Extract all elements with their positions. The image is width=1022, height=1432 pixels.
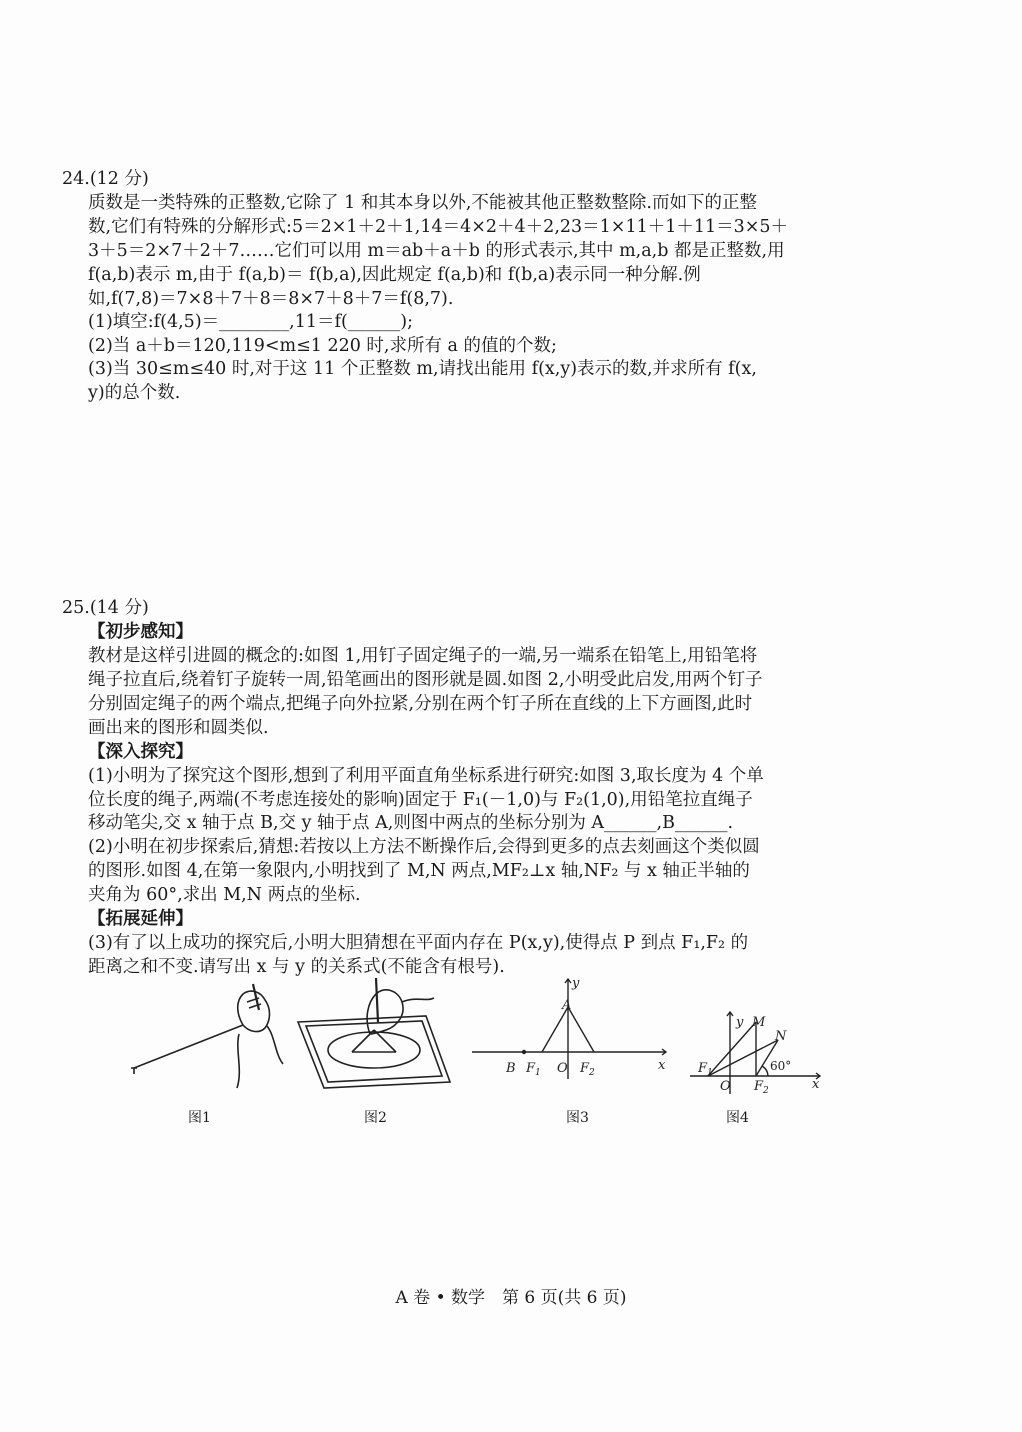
point-m-label: M <box>752 1015 766 1030</box>
q25-line: 位长度的绳子,两端(不考虑连接处的影响)固定于 F₁(－1,0)与 F₂(1,0),用铅笔拉直绳子 <box>88 790 753 810</box>
q24-line: 如,f(7,8)＝7×8＋7＋8＝8×7＋8＋7＝f(8,7). <box>88 289 454 309</box>
section-heading: 【深入探究】 <box>88 742 193 762</box>
q24-part1: (1)填空:f(4,5)＝________,11＝f(______); <box>88 312 414 332</box>
figure-1-caption: 图1 <box>188 1110 211 1126</box>
q25-line: (3)有了以上成功的探究后,小明大胆猜想在平面内存在 P(x,y),使得点 P 到点 F₁,F₂ 的 <box>88 933 749 953</box>
q24-part3: (3)当 30≤m≤40 时,对于这 11 个正整数 m,请找出能用 f(x,y)表示的数,并求所有 f(x, <box>88 359 757 379</box>
figure-2-caption: 图2 <box>364 1110 387 1126</box>
q25-line: 距离之和不变.请写出 x 与 y 的关系式(不能含有根号). <box>88 957 505 977</box>
point-f2-subscript: 2 <box>763 1086 769 1095</box>
q25-line: 的图形.如图 4,在第一象限内,小明找到了 M,N 两点,MF₂⊥x 轴,NF₂ 与 x 轴正半轴的 <box>88 861 750 881</box>
q25-line: (1)小明为了探究这个图形,想到了利用平面直角坐标系进行研究:如图 3,取长度为 4 个单 <box>88 766 764 786</box>
point-f2-label: F <box>754 1079 764 1094</box>
page-footer: A 卷 • 数学 第 6 页(共 6 页) <box>395 1288 627 1308</box>
point-b-label: B <box>506 1061 516 1076</box>
x-axis-label: x <box>658 1058 666 1073</box>
string-segment <box>568 1007 594 1052</box>
q24-line: 3＋5＝2×7＋2＋7……它们可以用 m＝ab＋a＋b 的形式表示,其中 m,a,b 都是正整数,用 <box>88 241 785 261</box>
string-segment <box>542 1007 568 1052</box>
q25-line: (2)小明在初步探索后,猜想:若按以上方法不断操作后,会得到更多的点去刻画这个类似圆 <box>88 837 760 857</box>
section-heading: 【拓展延伸】 <box>88 909 193 929</box>
origin-label: O <box>557 1061 568 1076</box>
y-axis-label: y <box>736 1015 744 1030</box>
point-f1-subscript: 1 <box>535 1068 541 1078</box>
x-axis-label: x <box>812 1077 820 1092</box>
q25-line: 移动笔尖,交 x 轴于点 B,交 y 轴于点 A,则图中两点的坐标分别为 A______,B______. <box>88 813 734 833</box>
angle-arc <box>762 1066 768 1076</box>
q24-line: 数,它们有特殊的分解形式:5＝2×1＋2＋1,14＝4×2＋4＋2,23＝1×11＋1＋11＝3×5＋ <box>88 217 789 237</box>
point-a-label: A <box>562 998 572 1013</box>
figure-1-drawing <box>125 980 305 1090</box>
figure-3-diagram <box>470 975 670 1080</box>
section-heading: 【初步感知】 <box>88 622 193 642</box>
q25-line: 分别固定绳子的两个端点,把绳子向外拉紧,分别在两个钉子所在直线的上下方画图,此时 <box>88 694 753 714</box>
angle-label: 60° <box>770 1059 792 1073</box>
point-b <box>522 1050 526 1054</box>
figure-4-caption: 图4 <box>726 1110 749 1126</box>
figure-3-caption: 图3 <box>566 1110 589 1126</box>
point-f2-subscript: 2 <box>589 1068 595 1078</box>
q25-line: 绳子拉直后,绕着钉子旋转一周,铅笔画出的图形就是圆.如图 2,小明受此启发,用两个钉子 <box>88 670 763 690</box>
point-f1-label: F <box>526 1061 536 1076</box>
q24-line: y)的总个数. <box>88 383 181 403</box>
q25-line: 教材是这样引进圆的概念的:如图 1,用钉子固定绳子的一端,另一端系在铅笔上,用铅笔将 <box>88 646 758 666</box>
line-f1-m <box>708 1022 756 1076</box>
point-f2-label: F <box>580 1061 590 1076</box>
q24-line: 质数是一类特殊的正整数,它除了 1 和其本身以外,不能被其他正整数整除.而如下的正整 <box>88 193 757 213</box>
point-f1-label: F <box>698 1061 708 1076</box>
q25-line: 夹角为 60°,求出 M,N 两点的坐标. <box>88 885 361 905</box>
y-axis-label: y <box>572 976 580 991</box>
figure-2-drawing <box>294 972 454 1092</box>
q24-line: f(a,b)表示 m,由于 f(a,b)＝ f(b,a),因此规定 f(a,b)和 f(b,a)表示同一种分解.例 <box>88 265 701 285</box>
figure-4-diagram <box>688 1010 828 1095</box>
q25-number: 25.(14 分) <box>62 598 149 618</box>
origin-label: O <box>720 1079 731 1094</box>
q24-part2: (2)当 a＋b＝120,119<m≤1 220 时,求所有 a 的值的个数; <box>88 336 557 356</box>
q24-number: 24.(12 分) <box>62 169 149 189</box>
point-f1-subscript: 1 <box>707 1068 713 1078</box>
point-n-label: N <box>775 1029 787 1044</box>
q25-line: 画出来的图形和圆类似. <box>88 718 269 738</box>
